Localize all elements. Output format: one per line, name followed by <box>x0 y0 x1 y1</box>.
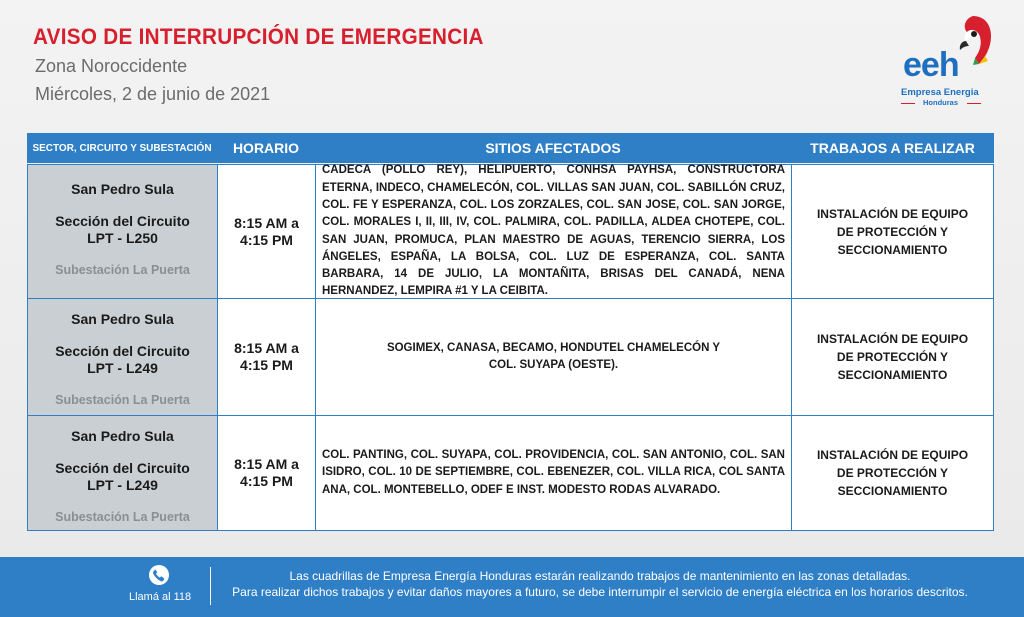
horario-end: 4:15 PM <box>240 473 293 489</box>
horario-cell <box>217 298 316 416</box>
horario-cell <box>217 415 316 531</box>
date-label: Miércoles, 2 de junio de 2021 <box>35 84 271 104</box>
company-logo <box>895 14 1005 107</box>
horario-text <box>234 215 299 249</box>
footer-line-2: Para realizar dichos trabajos y evitar daños mayores a futuro, se debe interrumpir el servicio de energía eléctrica en los horarios descritos. <box>232 585 968 599</box>
trabajos-cell <box>791 415 994 531</box>
header-horario: HORARIO <box>232 140 300 156</box>
horario-start: 8:15 AM a <box>234 340 299 356</box>
trabajos-cell <box>791 164 994 299</box>
footer-divider <box>210 567 211 605</box>
sitios-text: SOGIMEX, CANASA, BECAMO, HONDUTEL CHAMELECÓN Y COL. SUYAPA (OESTE). <box>386 341 721 371</box>
sector-city: San Pedro Sula <box>71 428 174 444</box>
sitios-text: COL. PANTING, COL. SUYAPA, COL. PROVIDENCIA, COL. SAN ANTONIO, COL. SAN ISIDRO, COL. 10 DE SEPTIEMBRE, COL. EBENEZER, COL. VILLA RICA, COL SANTA ANA, COL. MONTEBELLO, ODEF E INST. MODESTO RODAS ALVARADO. <box>322 449 785 496</box>
circuit-label: Sección del Circuito <box>55 213 190 229</box>
header-sector: SECTOR, CIRCUITO Y SUBESTACIÓN <box>32 142 212 154</box>
horario-end: 4:15 PM <box>240 357 293 373</box>
trabajos-cell <box>791 298 994 416</box>
logo-line-right <box>967 103 981 104</box>
phone-label: Llamá al 118 <box>129 591 192 603</box>
horario-text <box>234 456 299 490</box>
table-header <box>27 133 994 163</box>
page-title: AVISO DE INTERRUPCIÓN DE EMERGENCIA <box>33 24 484 49</box>
sector-city: San Pedro Sula <box>71 181 174 197</box>
table-row <box>27 415 994 531</box>
footer-line-1: Las cuadrillas de Empresa Energía Honduras estarán realizando trabajos de mantenimiento en las zonas detalladas. <box>289 569 911 583</box>
circuit-code: LPT - L250 <box>87 230 158 246</box>
zone-label: Zona Noroccidente <box>35 56 188 76</box>
sitios-text: CADECA (POLLO REY), HELIPUERTO, CONHSA PAYHSA, CONSTRUCTORA ETERNA, INDECO, CHAMELECÓN, COL. VILLAS SAN JUAN, COL. SABILLÓN CRUZ, COL. FE Y ESPERANZA, COL. LOS ZORZALES, COL. SAN JOSE, COL. SAN JORGE, COL. MORALES I, II, III, IV, COL. PALMIRA, COL. PADILLA, ALDEA CHOTEPE, COL. SAN JUAN, PROMUCA, PLAN MAESTRO DE AGUAS, TERENCIO SIERRA, LOS ÁNGELES, ESPAÑA, LA BOLSA, COL. LUZ DE ESPERANZA, COL. SANTA BARBARA, 14 DE JULIO, LA MONTAÑITA, BRISAS DEL CANADÁ, NENA HERNANDEZ, LEMPIRA #1 Y LA CEIBITA. <box>322 164 785 298</box>
sector-cell <box>27 164 218 299</box>
sitios-cell <box>315 164 792 299</box>
logo-country: Honduras <box>923 98 959 107</box>
horario-start: 8:15 AM a <box>234 456 299 472</box>
circuit-label: Sección del Circuito <box>55 343 190 359</box>
horario-start: 8:15 AM a <box>234 214 299 231</box>
phone-icon[interactable] <box>149 565 169 585</box>
trabajos-text: INSTALACIÓN DE EQUIPO DE PROTECCIÓN Y SECCIONAMIENTO <box>816 332 969 382</box>
circuit-code: LPT - L249 <box>87 360 158 376</box>
sector-cell <box>27 415 218 531</box>
circuit-info <box>55 213 190 247</box>
parrot-icon <box>953 14 993 66</box>
header-trabajos: TRABAJOS A REALIZAR <box>810 140 975 156</box>
logo-letters: eeh <box>903 46 959 84</box>
substation-label: Subestación La Puerta <box>55 510 190 524</box>
sector-cell <box>27 298 218 416</box>
trabajos-text: INSTALACIÓN DE EQUIPO DE PROTECCIÓN Y SECCIONAMIENTO <box>816 448 969 498</box>
logo-name: Empresa Energia <box>901 87 979 98</box>
circuit-code: LPT - L249 <box>87 477 158 493</box>
substation-label: Subestación La Puerta <box>55 393 190 407</box>
table-row <box>27 164 994 299</box>
horario-end: 4:15 PM <box>240 231 293 248</box>
trabajos-text: INSTALACIÓN DE EQUIPO DE PROTECCIÓN Y SECCIONAMIENTO <box>816 206 969 257</box>
footer-bar <box>0 557 1024 617</box>
footer-notice <box>220 568 980 600</box>
horario-text <box>234 340 299 374</box>
sector-city: San Pedro Sula <box>71 311 174 327</box>
logo-line-left <box>901 103 915 104</box>
table-row <box>27 298 994 416</box>
sitios-cell <box>315 298 792 416</box>
horario-cell <box>217 164 316 299</box>
circuit-info <box>55 343 190 377</box>
sitios-cell <box>315 415 792 531</box>
header-sitios: SITIOS AFECTADOS <box>485 140 621 156</box>
circuit-info <box>55 460 190 494</box>
circuit-label: Sección del Circuito <box>55 460 190 476</box>
substation-label: Subestación La Puerta <box>55 263 190 277</box>
